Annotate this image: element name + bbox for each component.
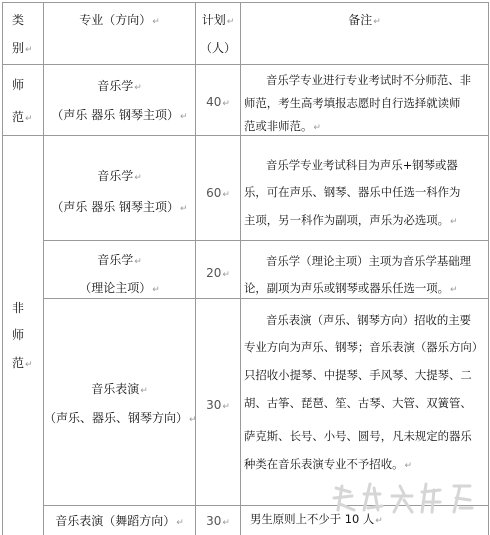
- row2-major: 音乐学↵: [97, 169, 142, 183]
- row2-direction: （声乐 器乐 钢琴主项）↵: [51, 200, 188, 214]
- category-non-normal-3: 范↵: [12, 356, 33, 370]
- header-plan: 计划↵: [201, 13, 235, 27]
- header-category-2: 别↵: [12, 41, 33, 55]
- row2-plan: 60↵: [206, 186, 230, 200]
- row5-major: 音乐表演（舞蹈方向）↵: [55, 514, 184, 528]
- return-mark: ↵: [25, 45, 33, 55]
- header-category: 类: [12, 13, 25, 27]
- remark-line: 范或非师范。↵: [244, 119, 321, 133]
- remark-line: 师范，考生高考填报志愿时自行选择就读师: [244, 96, 461, 110]
- row1-direction: （声乐 器乐 钢琴主项）↵: [51, 108, 188, 122]
- category-normal-1: 师: [12, 78, 25, 92]
- remark-line: 胡、古筝、琵琶、笙、古琴、大管、双簧管、: [244, 396, 472, 410]
- category-non-normal-2: 师: [12, 328, 25, 342]
- row1-major: 音乐学↵: [97, 79, 142, 93]
- row1-plan: 40↵: [206, 95, 230, 109]
- row3-direction: （理论主项）↵: [79, 281, 160, 295]
- header-major: 专业（方向）↵: [79, 13, 160, 27]
- row4-direction: （声乐、器乐、钢琴方向）↵: [44, 411, 197, 425]
- remark-line: 专业方向为声乐、钢琴；音乐表演（器乐方向）: [244, 340, 484, 354]
- row4-plan: 30↵: [206, 398, 230, 412]
- remark-line: 主项，另一科作为副项，声乐为必选项。↵: [244, 213, 458, 227]
- category-normal-2: 范↵: [12, 110, 33, 124]
- row5-plan: 30↵: [206, 514, 230, 528]
- remark-line: 乐，可在声乐、钢琴、器乐中任选一科作为: [244, 185, 461, 199]
- remark-line: 男生原则上不少于 10 人↵: [250, 512, 383, 526]
- remark-line: 音乐学专业考试科目为声乐+钢琴或器: [266, 158, 458, 172]
- remark-line: 论，副项为声乐或钢琴或器乐任选一项。↵: [244, 281, 458, 295]
- row3-major: 音乐学↵: [97, 253, 142, 267]
- remark-line: 音乐表演（声乐、钢琴方向）招收的主要: [266, 313, 472, 327]
- header-remarks: 备注↵: [348, 13, 381, 27]
- remark-line: 萨克斯、长号、小号、圆号，凡未规定的器乐: [244, 429, 472, 443]
- watermark-logo: [330, 478, 480, 518]
- category-non-normal-1: 非: [12, 301, 25, 315]
- remark-line: 只招收小提琴、中提琴、手风琴、大提琴、二: [244, 368, 472, 382]
- row4-major: 音乐表演↵: [91, 382, 148, 396]
- remark-line: 种类在音乐表演专业不予招收。↵: [244, 457, 413, 471]
- row3-plan: 20↵: [206, 266, 230, 280]
- remark-line: 音乐学专业进行专业考试时不分师范、非: [266, 73, 472, 87]
- remark-line: 音乐学（理论主项）主项为音乐学基础理: [266, 254, 472, 268]
- header-plan-unit: （人）: [199, 41, 236, 55]
